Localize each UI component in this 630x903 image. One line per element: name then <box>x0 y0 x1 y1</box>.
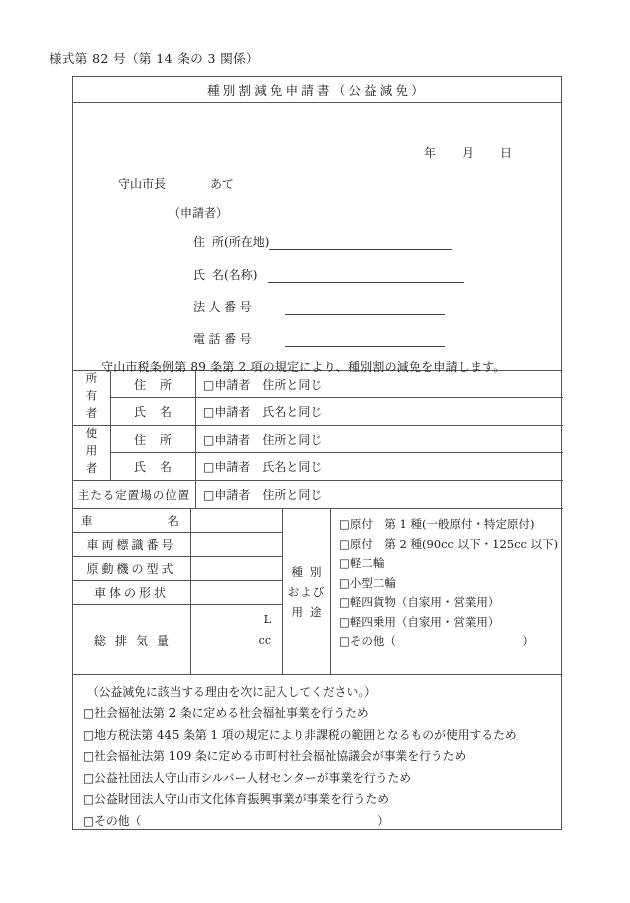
reasons-heading: （公益減免に該当する理由を次に記入してください。） <box>87 685 377 699</box>
displacement-label: 総排気量 <box>73 605 191 675</box>
vehicle-type-option[interactable]: □軽四乗用（自家用・営業用） <box>339 614 500 629</box>
corporate-number-field-row <box>193 298 445 315</box>
form-number: 様式第 82 号（第 14 条の 3 関係） <box>49 51 259 66</box>
corporate-number-input-rule[interactable] <box>285 302 445 315</box>
address-input-rule[interactable] <box>269 237 452 250</box>
date-year-label: 年 <box>423 146 436 160</box>
vehicle-type-option[interactable]: □小型二輪 <box>339 575 396 590</box>
engine-model-label: 原動機の型式 <box>73 557 191 581</box>
vehicle-type-option[interactable]: □原付 第 2 種(90cc 以下・125cc 以下) <box>339 536 559 551</box>
address-field-label: 住所(所在地) <box>193 235 270 249</box>
owner-name-checkbox-cell[interactable]: □申請者 氏名と同じ <box>196 398 563 426</box>
phone-field-row <box>193 330 445 347</box>
owner-address-checkbox-cell[interactable]: □申請者 住所と同じ <box>196 371 563 398</box>
owner-vertical-label: 所有者 <box>73 371 111 426</box>
phone-input-rule[interactable] <box>285 334 445 347</box>
date-line <box>424 144 512 161</box>
corporate-number-label: 法人番号 <box>193 300 256 314</box>
form-frame <box>72 76 562 830</box>
name-field-label: 氏名(名称) <box>193 268 258 282</box>
reasons-section <box>73 675 561 830</box>
addressee-line <box>118 175 234 192</box>
reason-option[interactable]: □社会福祉法第 109 条に定める市町村社会福祉協議会が事業を行うため <box>83 749 467 763</box>
date-month-label: 月 <box>461 146 474 160</box>
vehicle-type-option-other[interactable]: □その他（ ） <box>339 634 534 648</box>
address-field-row <box>193 233 452 250</box>
displacement-unit-cc: cc <box>258 634 271 647</box>
garage-location-checkbox-cell[interactable]: □申請者 住所と同じ <box>196 481 563 509</box>
reason-option-other[interactable]: □その他（ ） <box>83 813 390 828</box>
owner-name-label: 氏名 <box>111 398 196 426</box>
owner-user-section <box>73 371 561 509</box>
vehicle-type-option[interactable]: □軽四貨物（自家用・営業用） <box>339 595 500 609</box>
page-title: 種別割減免申請書（公益減免） <box>207 82 427 98</box>
body-shape-input[interactable] <box>191 581 283 605</box>
user-name-checkbox-cell[interactable]: □申請者 氏名と同じ <box>196 453 563 481</box>
reason-option[interactable]: □地方税法第 445 条第 1 項の規定により非課税の範囲となるものが使用するため <box>83 727 517 742</box>
name-field-row <box>193 266 464 283</box>
reason-option[interactable]: □公益社団法人守山市シルバー人材センターが事業を行うため <box>83 770 412 785</box>
user-name-label: 氏名 <box>111 453 196 481</box>
phone-label: 電話番号 <box>193 332 256 346</box>
vehicle-section <box>73 509 561 675</box>
vehicle-type-option[interactable]: □軽二輪 <box>339 556 385 570</box>
vehicle-kind-label: 種別 および 用途 <box>283 509 331 675</box>
vehicle-plate-number-label: 車両標識番号 <box>73 533 191 557</box>
vehicle-type-list <box>331 509 563 675</box>
reason-option[interactable]: □公益財団法人守山市文化体育振興事業が事業を行うため <box>83 792 390 806</box>
name-input-rule[interactable] <box>268 270 464 283</box>
date-day-label: 日 <box>499 146 512 160</box>
applicant-label: （申請者） <box>168 206 229 220</box>
vehicle-plate-number-input[interactable] <box>191 533 283 557</box>
title-band <box>73 77 561 103</box>
statement-text: 守山市税条例第 89 条第 2 項の規定により、種別割の減免を申請します。 <box>101 360 506 374</box>
user-address-checkbox-cell[interactable]: □申請者 住所と同じ <box>196 426 563 453</box>
owner-address-label: 住所 <box>111 371 196 398</box>
user-vertical-label: 使用者 <box>73 426 111 481</box>
vehicle-type-option[interactable]: □原付 第 1 種(一般原付・特定原付) <box>339 517 535 531</box>
reason-option[interactable]: □社会福祉法第 2 条に定める社会福祉事業を行うため <box>83 706 369 720</box>
displacement-input[interactable] <box>191 605 283 675</box>
addressee-suffix: あて <box>210 177 235 191</box>
addressee-name: 守山市長 <box>118 177 167 191</box>
applicant-section <box>73 103 561 374</box>
displacement-unit-l: L <box>263 613 271 626</box>
user-address-label: 住所 <box>111 426 196 453</box>
body-shape-label: 車体の形状 <box>73 581 191 605</box>
vehicle-name-label: 車 名 <box>73 509 191 533</box>
vehicle-name-input[interactable] <box>191 509 283 533</box>
garage-location-label: 主たる定置場の位置 <box>73 481 196 509</box>
engine-model-input[interactable] <box>191 557 283 581</box>
